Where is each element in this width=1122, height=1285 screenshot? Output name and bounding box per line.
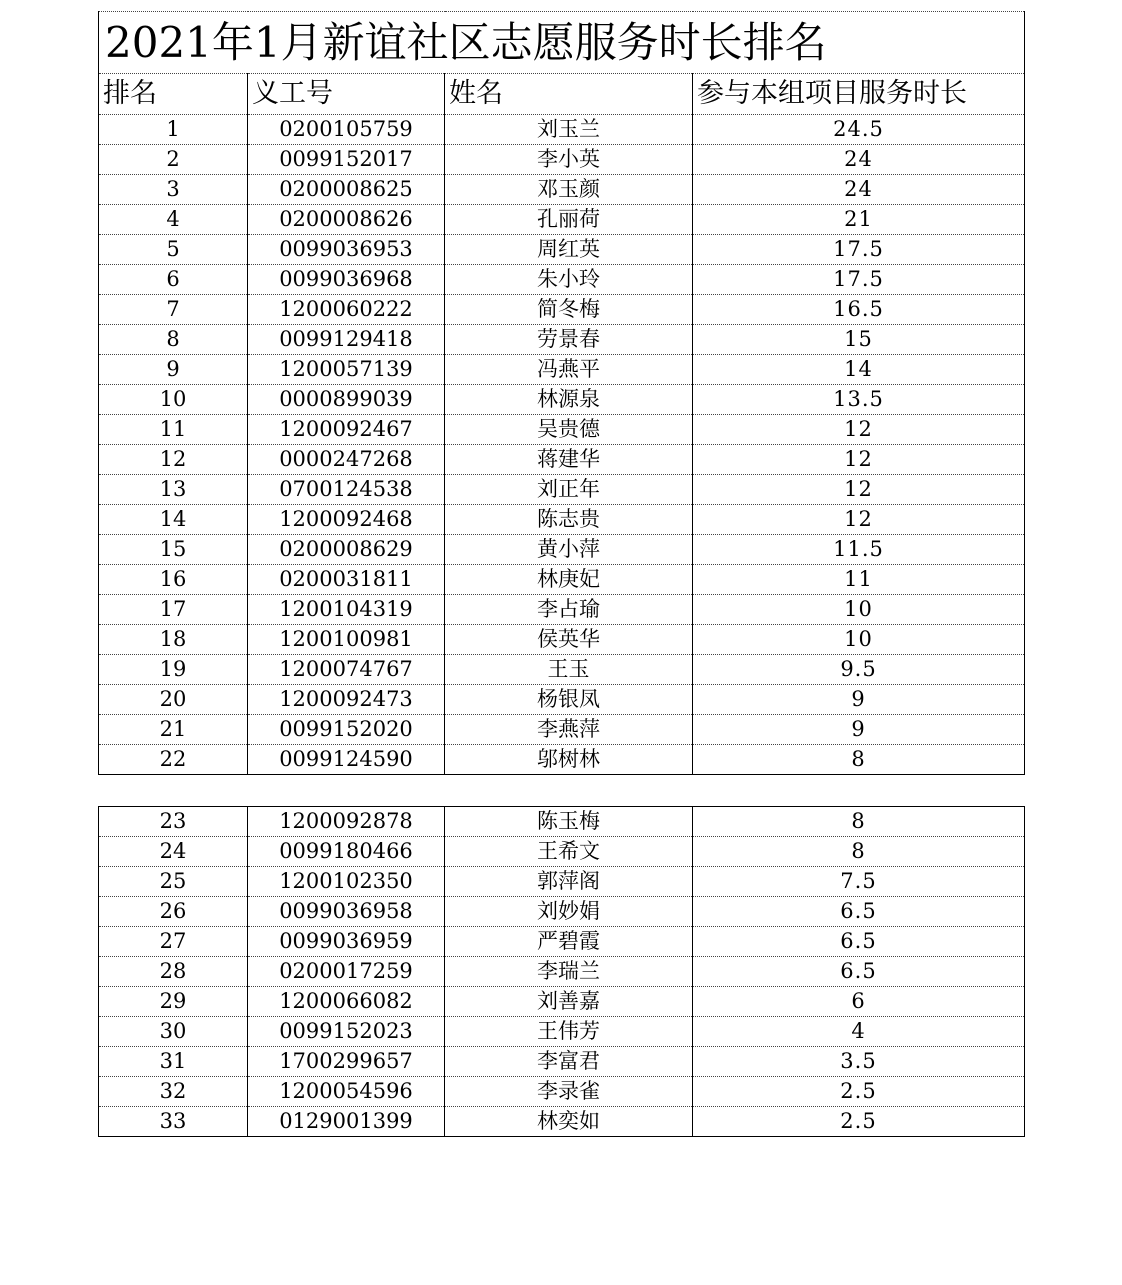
ranking-table-body-part1: [99, 12, 1025, 775]
volunteer-id-cell[interactable]: 1200092878: [248, 807, 445, 837]
service-hours-cell[interactable]: 2.5: [693, 1077, 1025, 1107]
rank-cell[interactable]: 31: [99, 1047, 248, 1077]
service-hours-cell[interactable]: 6: [693, 987, 1025, 1017]
header-service-hours[interactable]: 参与本组项目服务时长: [693, 74, 1025, 115]
service-hours-cell[interactable]: 12: [693, 505, 1025, 535]
rank-cell[interactable]: 21: [99, 715, 248, 745]
volunteer-id-cell[interactable]: 1200066082: [248, 987, 445, 1017]
ranking-table-body-part2: [99, 807, 1025, 1137]
table-row: [99, 265, 1025, 295]
volunteer-id-cell[interactable]: 0099036958: [248, 897, 445, 927]
table-row: [99, 445, 1025, 475]
ranking-table-part2: [98, 806, 1025, 1137]
service-hours-cell[interactable]: 10: [693, 625, 1025, 655]
name-cell[interactable]: 李富君: [445, 1047, 693, 1077]
service-hours-cell[interactable]: 14: [693, 355, 1025, 385]
rank-cell[interactable]: 9: [99, 355, 248, 385]
volunteer-id-cell[interactable]: 0200008626: [248, 205, 445, 235]
table-row: [99, 295, 1025, 325]
header-volunteer-id[interactable]: 义工号: [248, 74, 445, 115]
table-row: [99, 867, 1025, 897]
service-hours-cell[interactable]: 9.5: [693, 655, 1025, 685]
table-row: [99, 1047, 1025, 1077]
table-row: [99, 355, 1025, 385]
table-row: [99, 565, 1025, 595]
service-hours-cell[interactable]: 12: [693, 475, 1025, 505]
volunteer-id-cell[interactable]: 0200031811: [248, 565, 445, 595]
service-hours-cell[interactable]: 21: [693, 205, 1025, 235]
table-row: [99, 625, 1025, 655]
rank-cell[interactable]: 16: [99, 565, 248, 595]
rank-cell[interactable]: 13: [99, 475, 248, 505]
table-row: [99, 927, 1025, 957]
table-row: [99, 145, 1025, 175]
name-cell[interactable]: 李录雀: [445, 1077, 693, 1107]
service-hours-cell[interactable]: 17.5: [693, 265, 1025, 295]
rank-cell[interactable]: 24: [99, 837, 248, 867]
name-cell[interactable]: 蒋建华: [445, 445, 693, 475]
service-hours-cell[interactable]: 6.5: [693, 927, 1025, 957]
name-cell[interactable]: 李瑞兰: [445, 957, 693, 987]
volunteer-id-cell[interactable]: 0099180466: [248, 837, 445, 867]
service-hours-cell[interactable]: 8: [693, 745, 1025, 775]
volunteer-id-cell[interactable]: 0000899039: [248, 385, 445, 415]
table-row: [99, 205, 1025, 235]
header-rank[interactable]: 排名: [99, 74, 248, 115]
rank-cell[interactable]: 1: [99, 115, 248, 145]
table-row: [99, 535, 1025, 565]
table-row: [99, 415, 1025, 445]
page-title[interactable]: 2021年1月新谊社区志愿服务时长排名: [99, 12, 1025, 74]
table-row: [99, 385, 1025, 415]
rank-cell[interactable]: 18: [99, 625, 248, 655]
spreadsheet-page: [98, 11, 1024, 1137]
service-hours-cell[interactable]: 2.5: [693, 1107, 1025, 1137]
name-cell[interactable]: 林源泉: [445, 385, 693, 415]
name-cell[interactable]: 林庚妃: [445, 565, 693, 595]
volunteer-id-cell[interactable]: 1700299657: [248, 1047, 445, 1077]
rank-cell[interactable]: 14: [99, 505, 248, 535]
table-row: [99, 807, 1025, 837]
service-hours-cell[interactable]: 10: [693, 595, 1025, 625]
table-row: [99, 475, 1025, 505]
rank-cell[interactable]: 28: [99, 957, 248, 987]
name-cell[interactable]: 刘正年: [445, 475, 693, 505]
service-hours-cell[interactable]: 24: [693, 145, 1025, 175]
name-cell[interactable]: 邓玉颜: [445, 175, 693, 205]
rank-cell[interactable]: 5: [99, 235, 248, 265]
table-row: [99, 1107, 1025, 1137]
header-name[interactable]: 姓名: [445, 74, 693, 115]
name-cell[interactable]: 王玉: [445, 655, 693, 685]
volunteer-id-cell[interactable]: 1200100981: [248, 625, 445, 655]
rank-cell[interactable]: 32: [99, 1077, 248, 1107]
service-hours-cell[interactable]: 9: [693, 685, 1025, 715]
service-hours-cell[interactable]: 9: [693, 715, 1025, 745]
table-row: [99, 745, 1025, 775]
volunteer-id-cell[interactable]: 0200008629: [248, 535, 445, 565]
name-cell[interactable]: 吴贵德: [445, 415, 693, 445]
table-row: [99, 837, 1025, 867]
service-hours-cell[interactable]: 8: [693, 837, 1025, 867]
table-row: [99, 115, 1025, 145]
name-cell[interactable]: 郭萍阁: [445, 867, 693, 897]
service-hours-cell[interactable]: 17.5: [693, 235, 1025, 265]
service-hours-cell[interactable]: 7.5: [693, 867, 1025, 897]
service-hours-cell[interactable]: 12: [693, 415, 1025, 445]
rank-cell[interactable]: 25: [99, 867, 248, 897]
rank-cell[interactable]: 30: [99, 1017, 248, 1047]
rank-cell[interactable]: 20: [99, 685, 248, 715]
name-cell[interactable]: 陈志贵: [445, 505, 693, 535]
rank-cell[interactable]: 22: [99, 745, 248, 775]
rank-cell[interactable]: 26: [99, 897, 248, 927]
volunteer-id-cell[interactable]: 0099152023: [248, 1017, 445, 1047]
table-row: [99, 957, 1025, 987]
rank-cell[interactable]: 33: [99, 1107, 248, 1137]
service-hours-cell[interactable]: 6.5: [693, 957, 1025, 987]
name-cell[interactable]: 李燕萍: [445, 715, 693, 745]
rank-cell[interactable]: 12: [99, 445, 248, 475]
service-hours-cell[interactable]: 24.5: [693, 115, 1025, 145]
volunteer-id-cell[interactable]: 0099152020: [248, 715, 445, 745]
rank-cell[interactable]: 11: [99, 415, 248, 445]
name-cell[interactable]: 劳景春: [445, 325, 693, 355]
table-row: [99, 1017, 1025, 1047]
name-cell[interactable]: 刘善嘉: [445, 987, 693, 1017]
name-cell[interactable]: 刘玉兰: [445, 115, 693, 145]
table-row: [99, 1077, 1025, 1107]
rank-cell[interactable]: 4: [99, 205, 248, 235]
rank-cell[interactable]: 8: [99, 325, 248, 355]
service-hours-cell[interactable]: 11.5: [693, 535, 1025, 565]
volunteer-id-cell[interactable]: 0200105759: [248, 115, 445, 145]
service-hours-cell[interactable]: 11: [693, 565, 1025, 595]
volunteer-id-cell[interactable]: 1200092473: [248, 685, 445, 715]
name-cell[interactable]: 李占瑜: [445, 595, 693, 625]
volunteer-id-cell[interactable]: 0099124590: [248, 745, 445, 775]
rank-cell[interactable]: 7: [99, 295, 248, 325]
volunteer-id-cell[interactable]: 0200008625: [248, 175, 445, 205]
service-hours-cell[interactable]: 13.5: [693, 385, 1025, 415]
table-row: [99, 715, 1025, 745]
volunteer-id-cell[interactable]: 1200060222: [248, 295, 445, 325]
name-cell[interactable]: 林奕如: [445, 1107, 693, 1137]
table-row: [99, 987, 1025, 1017]
service-hours-cell[interactable]: 16.5: [693, 295, 1025, 325]
name-cell[interactable]: 王希文: [445, 837, 693, 867]
service-hours-cell[interactable]: 8: [693, 807, 1025, 837]
rank-cell[interactable]: 17: [99, 595, 248, 625]
name-cell[interactable]: 朱小玲: [445, 265, 693, 295]
volunteer-id-cell[interactable]: 0099036959: [248, 927, 445, 957]
name-cell[interactable]: 陈玉梅: [445, 807, 693, 837]
volunteer-id-cell[interactable]: 1200054596: [248, 1077, 445, 1107]
rank-cell[interactable]: 3: [99, 175, 248, 205]
name-cell[interactable]: 冯燕平: [445, 355, 693, 385]
title-row: [99, 12, 1025, 74]
name-cell[interactable]: 周红英: [445, 235, 693, 265]
volunteer-id-cell[interactable]: 1200092468: [248, 505, 445, 535]
table-row: [99, 897, 1025, 927]
name-cell[interactable]: 简冬梅: [445, 295, 693, 325]
table-row: [99, 595, 1025, 625]
rank-cell[interactable]: 10: [99, 385, 248, 415]
service-hours-cell[interactable]: 3.5: [693, 1047, 1025, 1077]
volunteer-id-cell[interactable]: 1200057139: [248, 355, 445, 385]
volunteer-id-cell[interactable]: 1200092467: [248, 415, 445, 445]
rank-cell[interactable]: 2: [99, 145, 248, 175]
volunteer-id-cell[interactable]: 0099036953: [248, 235, 445, 265]
volunteer-id-cell[interactable]: 0000247268: [248, 445, 445, 475]
table-row: [99, 235, 1025, 265]
service-hours-cell[interactable]: 6.5: [693, 897, 1025, 927]
table-row: [99, 685, 1025, 715]
rank-cell[interactable]: 27: [99, 927, 248, 957]
table-row: [99, 655, 1025, 685]
service-hours-cell[interactable]: 24: [693, 175, 1025, 205]
name-cell[interactable]: 孔丽荷: [445, 205, 693, 235]
name-cell[interactable]: 侯英华: [445, 625, 693, 655]
ranking-table-part1: [98, 11, 1025, 775]
rank-cell[interactable]: 29: [99, 987, 248, 1017]
name-cell[interactable]: 李小英: [445, 145, 693, 175]
volunteer-id-cell[interactable]: 0200017259: [248, 957, 445, 987]
table-row: [99, 175, 1025, 205]
volunteer-id-cell[interactable]: 0700124538: [248, 475, 445, 505]
table-row: [99, 325, 1025, 355]
rank-cell[interactable]: 6: [99, 265, 248, 295]
volunteer-id-cell[interactable]: 1200102350: [248, 867, 445, 897]
name-cell[interactable]: 严碧霞: [445, 927, 693, 957]
volunteer-id-cell[interactable]: 0099129418: [248, 325, 445, 355]
name-cell[interactable]: 黄小萍: [445, 535, 693, 565]
header-row: [99, 74, 1025, 115]
table-row: [99, 505, 1025, 535]
rank-cell[interactable]: 23: [99, 807, 248, 837]
name-cell[interactable]: 杨银凤: [445, 685, 693, 715]
volunteer-id-cell[interactable]: 0099036968: [248, 265, 445, 295]
name-cell[interactable]: 刘妙娟: [445, 897, 693, 927]
rank-cell[interactable]: 19: [99, 655, 248, 685]
service-hours-cell[interactable]: 4: [693, 1017, 1025, 1047]
volunteer-id-cell[interactable]: 0099152017: [248, 145, 445, 175]
name-cell[interactable]: 邬树林: [445, 745, 693, 775]
service-hours-cell[interactable]: 15: [693, 325, 1025, 355]
volunteer-id-cell[interactable]: 1200074767: [248, 655, 445, 685]
name-cell[interactable]: 王伟芳: [445, 1017, 693, 1047]
service-hours-cell[interactable]: 12: [693, 445, 1025, 475]
volunteer-id-cell[interactable]: 1200104319: [248, 595, 445, 625]
rank-cell[interactable]: 15: [99, 535, 248, 565]
volunteer-id-cell[interactable]: 0129001399: [248, 1107, 445, 1137]
